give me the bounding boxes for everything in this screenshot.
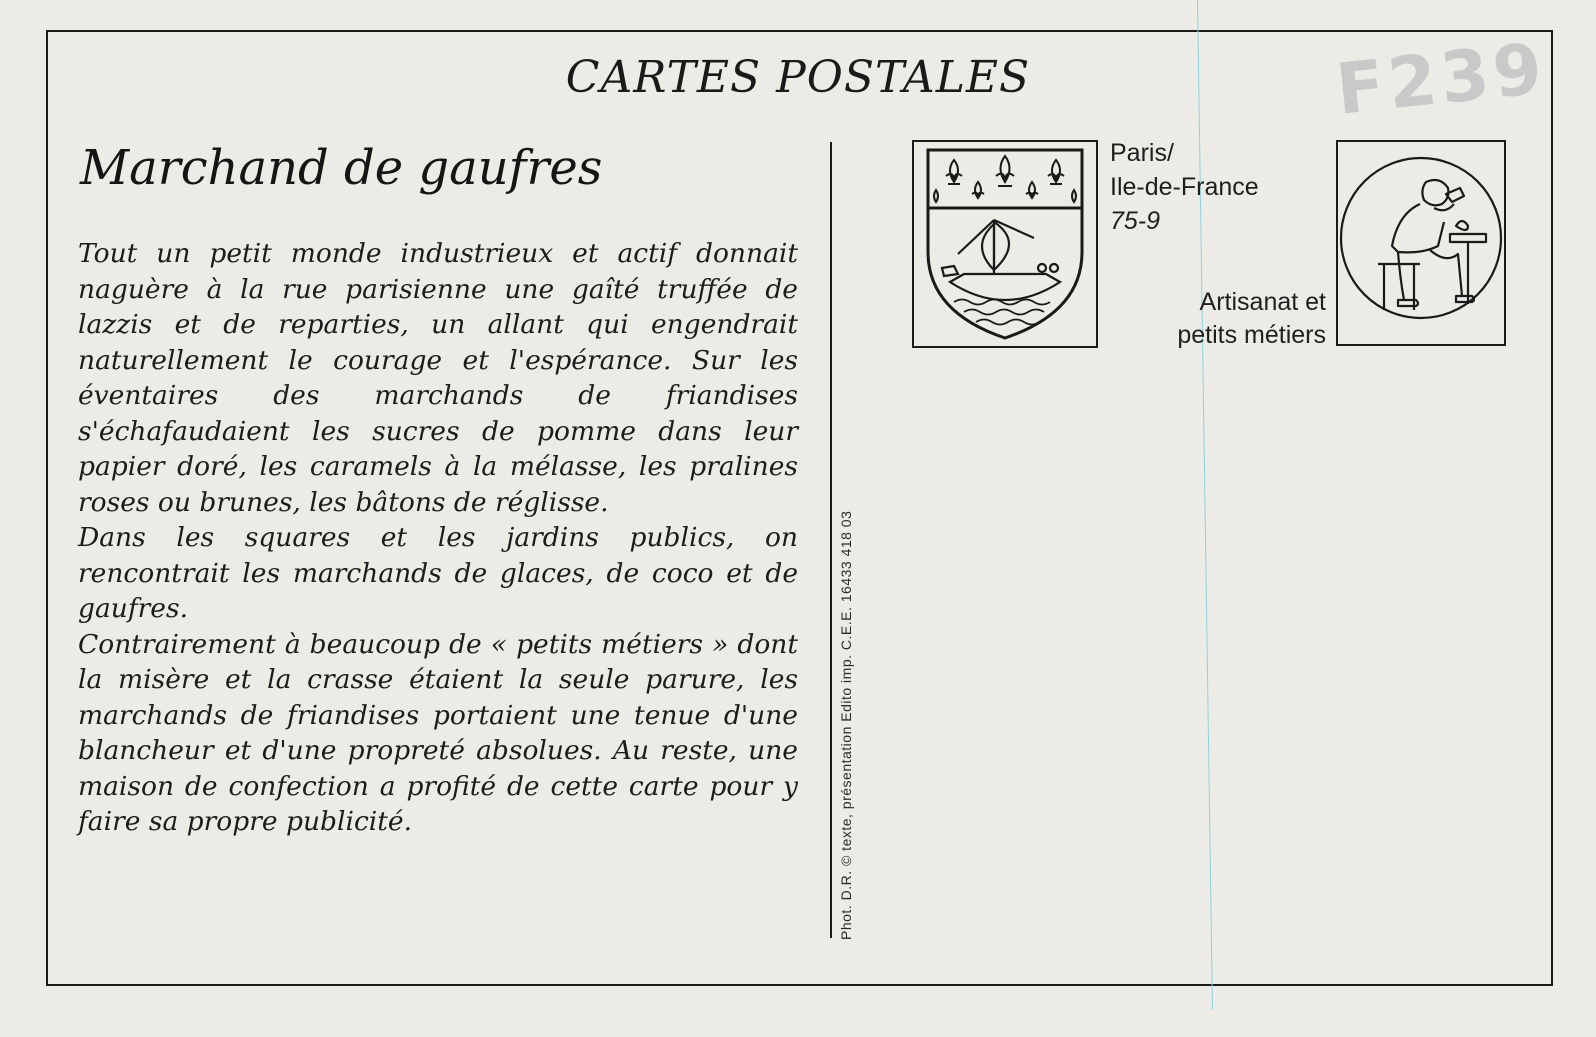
article-paragraph: Contrairement à beaucoup de « petits métiers » dont la misère et la crasse étaient la seule parure, les marchands de friandises portaient une tenue d'une blancheur et d'une propreté absolues. Au reste, une maison de confection a profité de cette carte pour y faire sa propre publicité. bbox=[78, 628, 798, 837]
article-paragraph: Dans les squares et les jardins publics, on rencontrait les marchands de glaces, de coco et de gaufres. bbox=[78, 522, 798, 624]
paris-coat-of-arms-icon bbox=[914, 142, 1096, 346]
theme-line-1: Artisanat et bbox=[1199, 288, 1326, 316]
seated-artisan-icon bbox=[1338, 142, 1504, 344]
theme-line-2: petits métiers bbox=[1177, 321, 1326, 349]
vertical-divider bbox=[830, 142, 832, 938]
theme-frame bbox=[1336, 140, 1506, 346]
article-paragraph: Tout un petit monde industrieux et actif donnait naguère à la rue parisienne une gaîté truffée de lazzis et de reparties, un allant qui engendrait naturellement le courage et l'espérance. Sur les éventaires des marchands de friandises s'échafaudaient les sucres de pomme dans leur papier doré, les caramels à la mélasse, les pralines roses ou brunes, les bâtons de réglisse. bbox=[78, 238, 798, 518]
article-body bbox=[78, 236, 798, 840]
article-heading: Marchand de gaufres bbox=[80, 140, 603, 196]
theme-label bbox=[1110, 286, 1326, 352]
region-line-1: Paris/ bbox=[1110, 139, 1174, 167]
crest-frame bbox=[912, 140, 1098, 348]
handwritten-mark: F239 bbox=[1332, 27, 1550, 131]
region-label bbox=[1110, 136, 1259, 238]
region-line-2: Ile-de-France bbox=[1110, 173, 1259, 201]
region-code: 75-9 bbox=[1110, 207, 1161, 235]
photo-credit: Phot. D.R. © texte, présentation Edito imp. C.E.E. 16433 418 03 bbox=[838, 510, 854, 940]
card-title: CARTES POSTALES bbox=[565, 52, 1031, 103]
